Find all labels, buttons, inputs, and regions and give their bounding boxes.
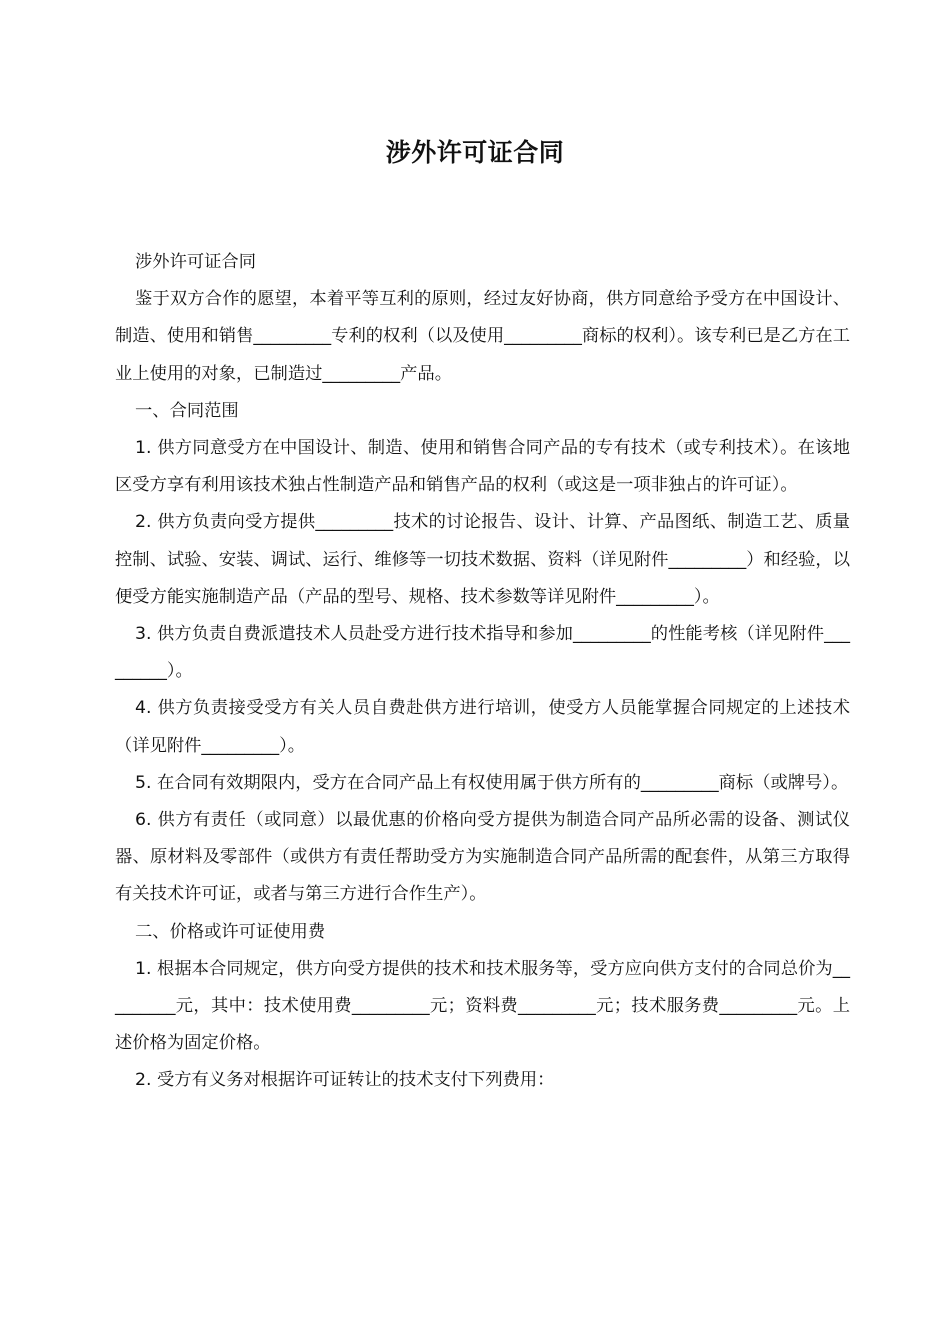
document-body (115, 244, 850, 1100)
clause-1-4: 4. 供方负责接受受方有关人员自费赴供方进行培训，使受方人员能掌握合同规定的上述技术（详见附件_________）。 (115, 698, 850, 756)
paragraph-preamble: 鉴于双方合作的愿望，本着平等互利的原则，经过友好协商，供方同意给予受方在中国设计、制造、使用和销售_________专利的权利（以及使用_________商标的权利）。该专利已是乙方在工业上使用的对象，已制造过_________产品。 (115, 289, 850, 384)
clause-2-1: 1. 根据本合同规定，供方向受方提供的技术和技术服务等，受方应向供方支付的合同总价为_________元，其中：技术使用费_________元；资料费_________元；技术服务费_________元。上述价格为固定价格。 (115, 958, 850, 1054)
clause-1-1: 1. 供方同意受方在中国设计、制造、使用和销售合同产品的专有技术（或专利技术）。在该地区受方享有利用该技术独占性制造产品和销售产品的权利（或这是一项非独占的许可证）。 (115, 438, 850, 496)
clause-2-2: 2. 受方有义务对根据许可证转让的技术支付下列费用： (135, 1070, 555, 1091)
document-title: 涉外许可证合同 (385, 138, 565, 167)
clause-1-2: 2. 供方负责向受方提供_________技术的讨论报告、设计、计算、产品图纸、制造工艺、质量控制、试验、安装、调试、运行、维修等一切技术数据、资料（详见附件_________）和经验，以便受方能实施制造产品（产品的型号、规格、技术参数等详见附件_________）。 (115, 512, 850, 607)
paragraph-heading-repeat: 涉外许可证合同 (135, 252, 256, 272)
section-heading-price: 二、价格或许可证使用费 (135, 921, 326, 942)
clause-1-5: 5. 在合同有效期限内，受方在合同产品上有权使用属于供方所有的_________商标（或牌号）。 (135, 772, 849, 793)
clause-1-3: 3. 供方负责自费派遣技术人员赴受方进行技术指导和参加_________的性能考核（详见附件_________）。 (115, 624, 850, 682)
clause-1-6: 6. 供方有责任（或同意）以最优惠的价格向受方提供为制造合同产品所必需的设备、测试仪器、原材料及零部件（或供方有责任帮助受方为实施制造合同产品所需的配套件，从第三方取得有关技术许可证，或者与第三方进行合作生产）。 (115, 810, 850, 905)
section-heading-scope: 一、合同范围 (135, 400, 239, 421)
